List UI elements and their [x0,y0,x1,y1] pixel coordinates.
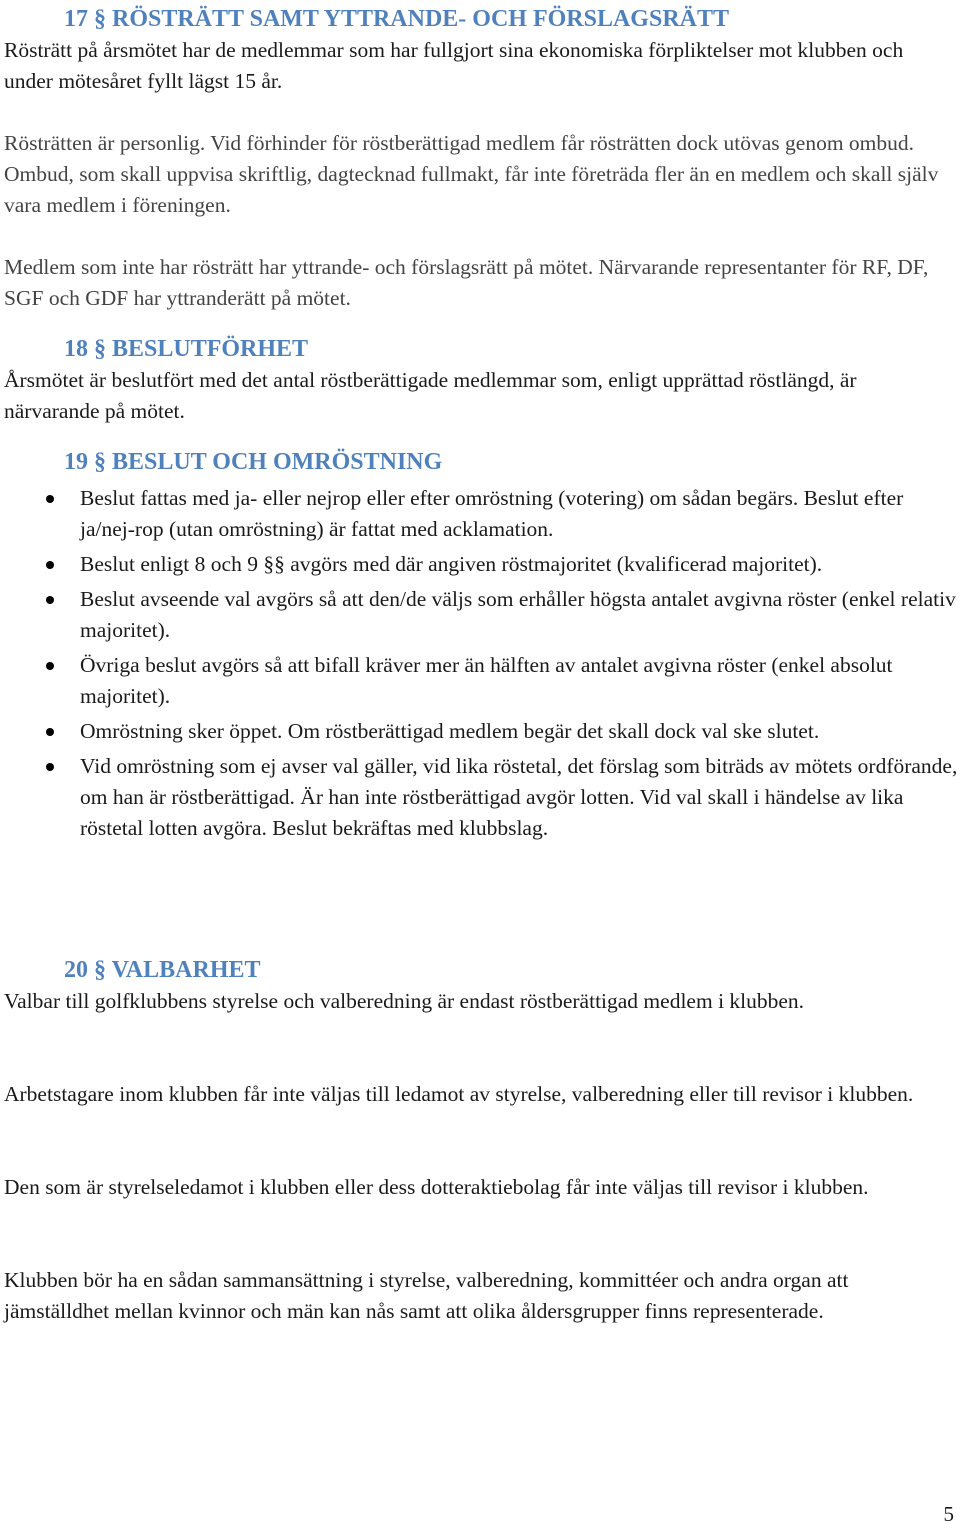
section-19-bullet-list [4,483,960,848]
bullet-dot-icon [46,561,54,569]
section-20-heading: 20 § VALBARHET [64,957,261,983]
section-20-paragraph-2: Arbetstagare inom klubben får inte väljas till ledamot av styrelse, valberedning eller till revisor i klubben. [4,1082,914,1106]
bullet-dot-icon [46,662,54,670]
bullet-dot-icon [46,596,54,604]
section-17-heading: 17 § RÖSTRÄTT SAMT YTTRANDE- OCH FÖRSLAGSRÄTT [64,6,730,32]
page-number: 5 [943,1502,954,1526]
list-item: Omröstning sker öppet. Om röstberättigad medlem begär det skall dock val ske slutet. [4,716,960,747]
section-20-paragraph-1: Valbar till golfklubbens styrelse och valberedning är endast röstberättigad medlem i klubben. [4,989,805,1013]
bullet-dot-icon [46,763,54,771]
list-item: Beslut avseende val avgörs så att den/de väljs som erhåller högsta antalet avgivna röster (enkel relativ majoritet). [4,584,960,646]
list-item: Beslut fattas med ja- eller nejrop eller efter omröstning (votering) om sådan begärs. Beslut efter ja/nej-rop (utan omröstning) är fattat med acklamation. [4,483,960,545]
section-17-paragraph-2: Rösträtten är personlig. Vid förhinder för röstberättigad medlem får rösträtten dock utövas genom ombud. Ombud, som skall uppvisa skriftlig, dagtecknad fullmakt, får inte företräda fler än en medlem och skall själv vara medlem i föreningen. [4,131,939,217]
section-18-heading: 18 § BESLUTFÖRHET [64,336,309,362]
section-19-heading: 19 § BESLUT OCH OMRÖSTNING [64,449,443,475]
bullet-dot-icon [46,728,54,736]
list-item: Vid omröstning som ej avser val gäller, vid lika röstetal, det förslag som biträds av mötets ordförande, om han är röstberättigad. Är han inte röstberättigad avgör lotten. Vid val skall i händelse av lika röstetal lotten avgöra. Beslut bekräftas med klubbslag. [4,751,960,844]
section-17-paragraph-3: Medlem som inte har rösträtt har yttrande- och förslagsrätt på mötet. Närvarande representanter för RF, DF, SGF och GDF har yttranderätt på mötet. [4,255,929,310]
section-17-paragraph-1: Rösträtt på årsmötet har de medlemmar som har fullgjort sina ekonomiska förpliktelser mot klubben och under mötesåret fyllt lägst 15 år. [4,38,904,93]
list-item: Beslut enligt 8 och 9 §§ avgörs med där angiven röstmajoritet (kvalificerad majoritet). [4,549,960,580]
section-20-paragraph-4: Klubben bör ha en sådan sammansättning i styrelse, valberedning, kommittéer och andra organ att jämställdhet mellan kvinnor och män kan nås samt att olika åldersgrupper finns representerade. [4,1268,849,1323]
section-18-paragraph-1: Årsmötet är beslutfört med det antal röstberättigade medlemmar som, enligt upprättad röstlängd, är närvarande på mötet. [4,368,857,423]
list-item: Övriga beslut avgörs så att bifall kräver mer än hälften av antalet avgivna röster (enkel absolut majoritet). [4,650,960,712]
section-20-paragraph-3: Den som är styrelseledamot i klubben eller dess dotteraktiebolag får inte väljas till revisor i klubben. [4,1175,869,1199]
bullet-dot-icon [46,495,54,503]
